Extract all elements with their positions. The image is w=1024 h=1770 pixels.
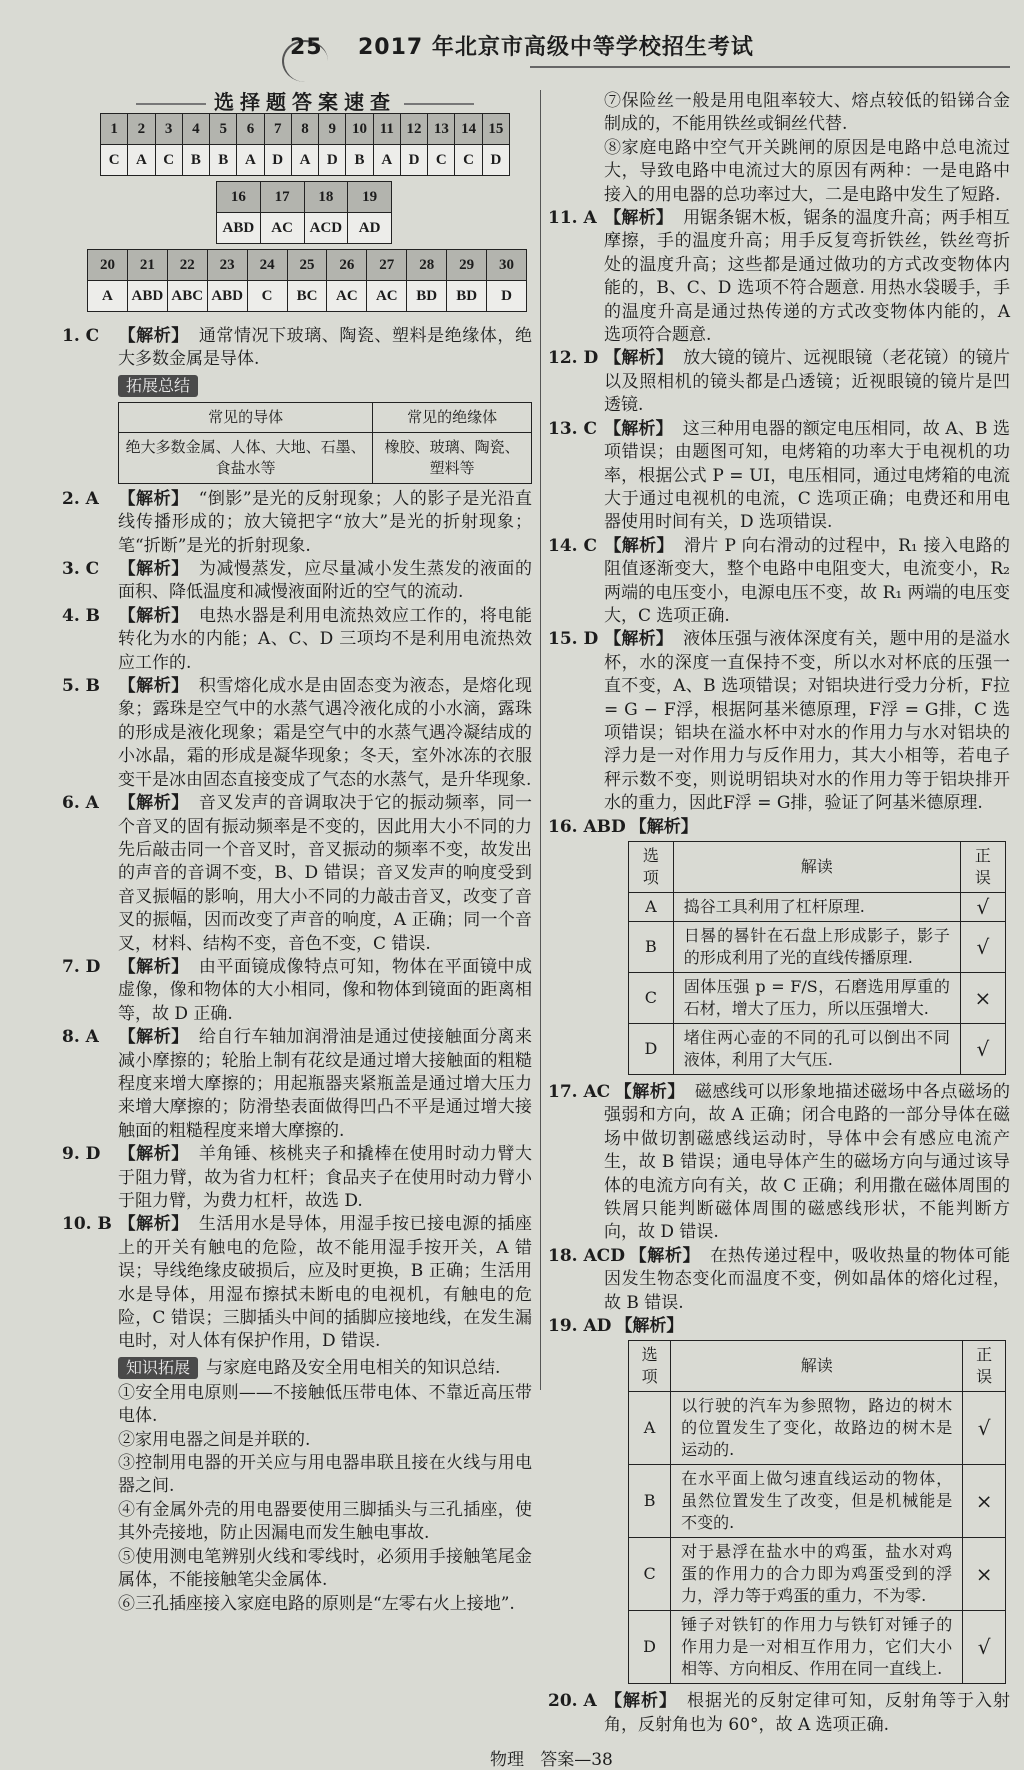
knowledge-item: ①安全用电原则——不接触低压带电体、不靠近高压带电体. — [118, 1382, 532, 1427]
analysis-tag: 【解析】 — [118, 605, 189, 626]
question-number: 9 — [319, 114, 346, 145]
answer-cell: C — [155, 145, 182, 176]
answer-cell: D — [482, 145, 509, 176]
answer-text: 生活用水是导体，用湿手按已接电源的插座上的开关有触电的危险，故不能用湿手按开关，A 错误；导线绝缘皮破损后，应及时更换，B 正确；生活用水是导体，用湿布擦拭未断电的电视机，有触电的危险，C 错误；三脚插头中间的插脚应接地线，在发生漏电时，对人体有保护作用，D 错误. — [118, 1214, 533, 1352]
answer-label: 6. A — [62, 793, 99, 814]
knowledge-item: ④有金属外壳的用电器要使用三脚插头与三孔插座，使其外壳接地，防止因漏电而发生触电事故. — [118, 1499, 532, 1544]
question-number: 28 — [407, 250, 447, 281]
answer-q7 — [62, 956, 532, 1026]
analysis-tag: 【解析】 — [118, 676, 189, 697]
knowledge-intro: 与家庭电路及安全用电相关的知识总结. — [206, 1357, 501, 1378]
analysis-tag: 【解析】 — [118, 956, 189, 977]
analysis-table-wrap — [548, 1340, 1010, 1684]
exam-title: 2017 年北京市高级中等学校招生考试 — [358, 35, 754, 60]
answer-cell: BD — [447, 281, 487, 312]
knowledge-extension — [62, 1354, 532, 1616]
analysis-tag: 【解析】 — [118, 559, 189, 580]
answer-label: 2. A — [62, 488, 99, 509]
question-number: 20 — [88, 250, 128, 281]
quick-answer-grid-20-30 — [87, 249, 527, 312]
quick-answer-row — [101, 145, 510, 176]
question-number: 12 — [400, 114, 427, 145]
answer-cell: B — [210, 145, 237, 176]
knowledge-item: ②家用电器之间是并联的. — [118, 1429, 311, 1450]
option-cell: A — [629, 893, 674, 922]
table-cell: 绝大多数金属、人体、大地、石墨、食盐水等 — [119, 432, 373, 483]
table-cell: 橡胶、玻璃、陶瓷、塑料等 — [373, 432, 532, 483]
table-header: 选项 — [629, 1341, 671, 1392]
question-number: 8 — [291, 114, 318, 145]
knowledge-item: ⑤使用测电笔辨别火线和零线时，必须用手接触笔尾金属体，不能接触笔尖金属体. — [118, 1546, 532, 1591]
analysis-tag: 【解析】 — [118, 1214, 189, 1235]
question-number: 3 — [155, 114, 182, 145]
question-number: 29 — [447, 250, 487, 281]
answer-label: 10. B — [62, 1214, 112, 1235]
answer-label: 8. A — [62, 1027, 99, 1048]
left-answers — [62, 488, 532, 1354]
table-row — [629, 1024, 1006, 1075]
table-row — [629, 893, 1006, 922]
answer-label: 12. D — [548, 348, 599, 369]
question-number: 27 — [367, 250, 407, 281]
header-rule — [530, 66, 1010, 68]
right-answers — [548, 207, 1010, 1737]
answer-label: 15. D — [548, 629, 599, 650]
option-cell: C — [629, 973, 674, 1024]
answer-text: 用锯条锯木板，锯条的温度升高；两手相互摩擦，手的温度升高；用手反复弯折铁丝，铁丝弯折处的温度升高；这些都是通过做功的方式改变物体内能的，B、C、D 选项不符合题意. 用热水袋暖手，手的温度升高是通过热传递的方式改变物体内能的，A 选项符合题意. — [604, 208, 1011, 346]
answer-q6 — [62, 792, 532, 956]
answer-label: 13. C — [548, 418, 598, 439]
knowledge-item: ⑥三孔插座接入家庭电路的原则是“左零右火上接地”. — [118, 1593, 515, 1614]
analysis-tag: 【解析】 — [604, 535, 674, 556]
answer-cell: ABC — [167, 281, 207, 312]
answer-q9 — [62, 1143, 532, 1213]
question-number: 18 — [304, 182, 348, 213]
analysis-tag: 【解析】 — [118, 1144, 189, 1165]
knowledge-item-8: ⑧家庭电路中空气开关跳闸的原因是电路中总电流过大，导致电路中电流过大的原因有两种：一是电路中接入的用电器的总功率过大，二是电路中发生了短路. — [604, 137, 1010, 205]
answer-text: 羊角锤、核桃夹子和撬棒在使用时动力臂大于阻力臂，故为省力杠杆；食品夹子在使用时动力臂小于阻力臂，为费力杠杆，故选 D. — [118, 1144, 533, 1211]
table-header: 常见的绝缘体 — [373, 402, 532, 432]
verdict-cell: √ — [963, 1392, 1006, 1465]
answer-1 — [62, 325, 532, 372]
table-header: 选项 — [629, 842, 674, 893]
quick-answer-row — [217, 213, 392, 244]
table-row — [629, 973, 1006, 1024]
answer-cell: ABD — [207, 281, 247, 312]
answer-q13 — [548, 418, 1010, 535]
question-number: 17 — [260, 182, 304, 213]
table-header: 解读 — [673, 842, 960, 893]
analysis-tag: 【解析】 — [614, 1082, 685, 1102]
answer-cell: BC — [287, 281, 327, 312]
answer-label: 5. B — [62, 676, 101, 697]
answer-cell: B — [346, 145, 373, 176]
verdict-cell: × — [963, 1538, 1006, 1611]
answer-q12 — [548, 347, 1010, 417]
answer-cell: D — [319, 145, 346, 176]
question-number: 1 — [101, 114, 128, 145]
left-column — [62, 325, 532, 1616]
answer-q20 — [548, 1690, 1010, 1737]
question-number: 14 — [455, 114, 482, 145]
answer-text: 根据光的反射定律可知，反射角等于入射角，反射角也为 60°，故 A 选项正确. — [604, 1691, 1010, 1735]
answer-label: 14. C — [548, 535, 598, 556]
quick-answer-row — [88, 281, 527, 312]
explanation-cell: 对于悬浮在盐水中的鸡蛋，盐水对鸡蛋的作用力的合力即为鸡蛋受到的浮力，浮力等于鸡蛋的重力，不为零. — [671, 1538, 963, 1611]
table-header: 解读 — [671, 1341, 963, 1392]
answer-text: 音叉发声的音调取决于它的振动频率，同一个音叉的固有振动频率是不变的，因此用大小不同的力先后敲击同一个音叉时，音叉振动的频率不变，故发出的声音的音调不变，B、D 错误；音叉发声的响度受到音叉振幅的影响，用大小不同的力敲击音叉，改变了音叉的振幅，因而改变了声音的响度，A 正确；同一个音叉，材料、结构不变，音色不变，C 错误. — [118, 793, 533, 954]
answer-cell: A — [373, 145, 400, 176]
knowledge-item-7: ⑦保险丝一般是用电阻率较大、熔点较低的铅锑合金制成的，不能用铁丝或铜丝代替. — [604, 91, 1010, 135]
question-number: 19 — [348, 182, 392, 213]
answer-cell: D — [400, 145, 427, 176]
analysis-table-wrap — [548, 841, 1010, 1075]
answer-text: 为减慢蒸发，应尽量减小发生蒸发的液面的面积、降低温度和减慢液面附近的空气的流动. — [118, 559, 533, 603]
answer-q16 — [548, 816, 1010, 839]
table-header-row — [629, 842, 1006, 893]
quick-answer-grid-16-19 — [216, 181, 392, 244]
answer-q8 — [62, 1026, 532, 1143]
answer-label: 9. D — [62, 1144, 101, 1165]
verdict-cell: √ — [960, 1024, 1005, 1075]
answer-text: 放大镜的镜片、远视眼镜（老花镜）的镜片以及照相机的镜头都是凸透镜；近视眼镜的镜片是凹透镜. — [604, 348, 1011, 416]
explanation-cell: 锤子对铁钉的作用力与铁钉对锤子的作用力是一对相互作用力，它们大小相等、方向相反、作用在同一直线上. — [671, 1611, 963, 1684]
verdict-cell: × — [960, 973, 1005, 1024]
answer-label: 20. A — [548, 1691, 597, 1712]
analysis-tag: 【解析】 — [604, 418, 673, 439]
answer-cell: BD — [407, 281, 447, 312]
answer-cell: D — [487, 281, 527, 312]
table-header-row — [629, 1341, 1006, 1392]
question-number: 13 — [428, 114, 455, 145]
answer-label: 16. ABD — [548, 816, 626, 837]
question-number: 21 — [127, 250, 167, 281]
analysis-tag: 【解析】 — [118, 1027, 189, 1048]
explanation-cell: 堵住两心壶的不同的孔可以倒出不同液体，利用了大气压. — [673, 1024, 960, 1075]
answer-label: 11. A — [548, 208, 597, 229]
answer-q18 — [548, 1245, 1010, 1315]
answer-label: 18. ACD — [548, 1245, 625, 1266]
analysis-tag: 【解析】 — [118, 793, 189, 814]
question-number: 11 — [373, 114, 400, 145]
question-number: 2 — [128, 114, 155, 145]
answer-q19 — [548, 1315, 1010, 1338]
answer-q4 — [62, 605, 532, 675]
knowledge-items — [118, 1382, 532, 1616]
answer-text: 电热水器是利用电流热效应工作的，将电能转化为水的内能；A、C、D 三项均不是利用电流热效应工作的. — [118, 605, 533, 673]
answer-text: 磁感线可以形象地描述磁场中各点磁场的强弱和方向，故 A 正确；闭合电路的一部分导体在磁场中做切割磁感线运动时，导体中会有感应电流产生，故 B 错误；通电导体产生的磁场方向与通过该导体的电流方向有关，故 C 正确；利用撒在磁体周围的铁屑只能判断磁体周围的磁感线形状，不能判断方向，故 D 错误. — [604, 1082, 1011, 1243]
answer-cell: C — [247, 281, 287, 312]
conductor-insulator-table — [118, 402, 532, 484]
quick-answer-grid-1-15 — [100, 113, 510, 176]
question-number: 22 — [167, 250, 207, 281]
explanation-cell: 固体压强 p = F/S，石磨选用厚重的石材，增大了压力，所以压强增大. — [673, 973, 960, 1024]
column-divider — [540, 90, 541, 1390]
analysis-tag: 【解析】 — [629, 816, 698, 837]
answer-q3 — [62, 558, 532, 605]
answer-text: “倒影”是光的反射现象；人的影子是光沿直线传播形成的；放大镜把字“放大”是光的折射现象；笔“折断”是光的折射现象. — [118, 488, 533, 556]
answer-cell: AC — [367, 281, 407, 312]
answer-q15 — [548, 628, 1010, 815]
answer-cell: A — [291, 145, 318, 176]
analysis-tag: 【解析】 — [604, 1691, 677, 1712]
answer-cell: A — [237, 145, 264, 176]
answer-cell: ACD — [304, 213, 348, 244]
answer-q5 — [62, 675, 532, 792]
answer-q10 — [62, 1213, 532, 1353]
answer-label: 4. B — [62, 605, 101, 626]
answer-cell: A — [128, 145, 155, 176]
table-row — [629, 1392, 1006, 1465]
analysis-tag: 【解析】 — [604, 629, 674, 650]
option-cell: C — [629, 1538, 671, 1611]
answer-text: 滑片 P 向右滑动的过程中，R₁ 接入电路的阻值逐渐变大，整个电路中电阻变大，电流变小，R₂ 两端的电压变小，电源电压不变，故 R₁ 两端的电压变大，C 选项正确. — [604, 535, 1011, 626]
question-number: 25 — [287, 250, 327, 281]
option-cell: B — [629, 922, 674, 973]
verdict-cell: √ — [960, 922, 1005, 973]
option-cell: D — [629, 1024, 674, 1075]
verdict-cell: √ — [963, 1611, 1006, 1684]
question-number: 15 — [482, 114, 509, 145]
question-number: 26 — [327, 250, 367, 281]
table-row — [629, 1465, 1006, 1538]
section-number: 25 — [290, 35, 323, 60]
extension-summary — [62, 372, 532, 484]
table-row — [629, 1538, 1006, 1611]
answer-text: 通常情况下玻璃、陶瓷、塑料是绝缘体，绝大多数金属是导体. — [118, 326, 533, 370]
footer-page-number: 答案—38 — [540, 1750, 613, 1770]
analysis-tag: 【解析】 — [604, 208, 674, 229]
answer-label: 1. C — [62, 326, 100, 346]
answer-cell: ABD — [127, 281, 167, 312]
explanation-cell: 在水平面上做匀速直线运动的物体，虽然位置发生了改变，但是机械能是不变的. — [671, 1465, 963, 1538]
answer-q14 — [548, 535, 1010, 629]
footer-subject: 物理 — [490, 1750, 524, 1770]
question-number: 4 — [182, 114, 209, 145]
answer-text: 由平面镜成像特点可知，物体在平面镜中成虚像，像和物体的大小相同，像和物体到镜面的距离相等，故 D 正确. — [118, 956, 533, 1024]
analysis-table — [628, 841, 1006, 1075]
quick-number-row — [88, 250, 527, 281]
answer-cell: B — [182, 145, 209, 176]
knowledge-item: ③控制用电器的开关应与用电器串联且接在火线与用电器之间. — [118, 1453, 532, 1497]
answer-cell: C — [101, 145, 128, 176]
right-column — [548, 90, 1010, 1737]
analysis-tag: 【解析】 — [118, 326, 189, 346]
answer-label: 7. D — [62, 956, 101, 977]
answer-cell: AD — [348, 213, 392, 244]
answer-cell: ABD — [217, 213, 261, 244]
answer-cell: C — [455, 145, 482, 176]
question-number: 24 — [247, 250, 287, 281]
answer-text: 液体压强与液体深度有关，题中用的是溢水杯，水的深度一直保持不变，所以水对杯底的压强一直不变，A、B 选项错误；对铝块进行受力分析，F拉 = G − F浮，根据阿基米德原理，F浮 = G排，C 选项错误；铝块在溢水杯中对水的作用力与水对铝块的浮力是一对作用力与反作用力，其大小相等，若电子秤示数不变，则说明铝块对水的作用力等于铝块排开水的重力，因此F浮 = G排，验证了阿基米德原理. — [604, 629, 1011, 814]
analysis-table — [628, 1340, 1006, 1684]
option-cell: B — [629, 1465, 671, 1538]
answer-q11 — [548, 207, 1010, 347]
answer-text: 在热传递过程中，吸收热量的物体可能因发生物态变化而温度不变，例如晶体的熔化过程，故 B 错误. — [604, 1245, 1011, 1313]
page-header — [290, 30, 754, 61]
quick-number-row — [101, 114, 510, 145]
answer-cell: AC — [327, 281, 367, 312]
answer-cell: D — [264, 145, 291, 176]
analysis-tag: 【解析】 — [628, 1245, 701, 1266]
question-number: 6 — [237, 114, 264, 145]
question-number: 5 — [210, 114, 237, 145]
answer-q2 — [62, 488, 532, 558]
question-number: 16 — [217, 182, 261, 213]
quick-number-row — [217, 182, 392, 213]
extension-summary-badge: 拓展总结 — [118, 375, 198, 397]
explanation-cell: 捣谷工具利用了杠杆原理. — [673, 893, 960, 922]
answer-cell: C — [428, 145, 455, 176]
question-number: 23 — [207, 250, 247, 281]
verdict-cell: × — [963, 1465, 1006, 1538]
explanation-cell: 日晷的晷针在石盘上形成影子，影子的形成利用了光的直线传播原理. — [673, 922, 960, 973]
explanation-cell: 以行驶的汽车为参照物，路边的树木的位置发生了变化，故路边的树木是运动的. — [671, 1392, 963, 1465]
table-header: 常见的导体 — [119, 402, 373, 432]
question-number: 7 — [264, 114, 291, 145]
answer-cell: A — [88, 281, 128, 312]
quick-answer-title: 选择题答案速查 — [100, 86, 510, 115]
option-cell: A — [629, 1392, 671, 1465]
answer-text: 积雪熔化成水是由固态变为液态，是熔化现象；露珠是空气中的水蒸气遇冷液化成的小水滴，露珠的形成是液化现象；霜是空气中的水蒸气遇冷凝结成的小冰晶，霜的形成是凝华现象；冬天，室外冰冻的衣服变干是冰由固态直接变成了气态的水蒸气，是升华现象. — [118, 676, 533, 790]
analysis-tag: 【解析】 — [604, 348, 674, 369]
table-row — [629, 1611, 1006, 1684]
analysis-tag: 【解析】 — [615, 1316, 684, 1337]
answer-q17 — [548, 1081, 1010, 1245]
answer-label: 19. AD — [548, 1316, 612, 1337]
knowledge-extension-badge: 知识拓展 — [118, 1357, 198, 1379]
table-header: 正误 — [963, 1341, 1006, 1392]
answer-label: 17. AC — [548, 1082, 611, 1102]
page-footer — [490, 1745, 613, 1770]
option-cell: D — [629, 1611, 671, 1684]
table-header: 正误 — [960, 842, 1005, 893]
answer-label: 3. C — [62, 559, 100, 580]
table-row — [629, 922, 1006, 973]
answer-cell: AC — [260, 213, 304, 244]
answer-text: 给自行车轴加润滑油是通过使接触面分离来减小摩擦的；轮胎上制有花纹是通过增大接触面的粗糙程度来增大摩擦的；用起瓶器夹紧瓶盖是通过增大压力来增大摩擦的；防滑垫表面做得凹凸不平是通过增大接触面的粗糙程度来增大摩擦的. — [118, 1027, 533, 1141]
question-number: 30 — [487, 250, 527, 281]
verdict-cell: √ — [960, 893, 1005, 922]
question-number: 10 — [346, 114, 373, 145]
answer-text: 这三种用电器的额定电压相同，故 A、B 选项错误；由题图可知，电烤箱的功率大于电视机的功率，根据公式 P = UI，电压相同，通过电烤箱的电流大于通过电视机的电流，C 选项正确；电费还和用电器使用时间有关，D 选项错误. — [604, 418, 1011, 533]
analysis-tag: 【解析】 — [118, 488, 189, 509]
